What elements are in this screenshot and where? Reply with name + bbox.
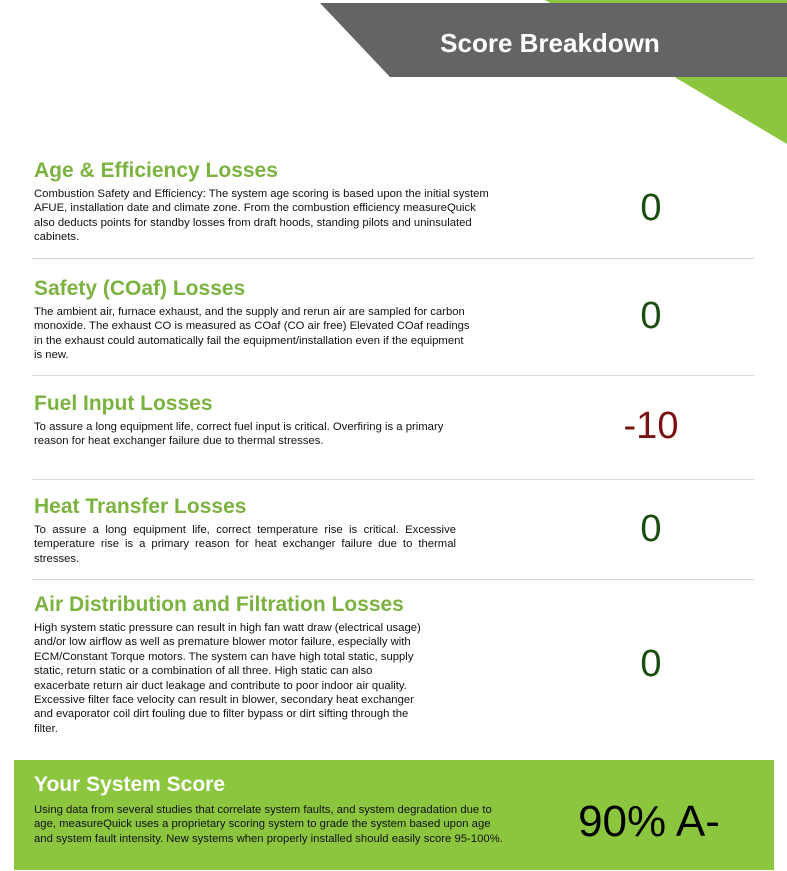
divider <box>32 479 754 480</box>
section-score-air-distribution: 0 <box>640 643 662 685</box>
section-score-age-efficiency: 0 <box>640 187 662 229</box>
section-score-heat-transfer: 0 <box>640 508 662 550</box>
system-score-grade: 90% A- <box>578 797 720 846</box>
section-score-fuel-input: -10 <box>623 405 679 447</box>
section-description: High system static pressure can result in high fan watt draw (electrical usage) and/or low airflow as well as premature blower motor failure, especially with ECM/Constant Torque motors. The system can have high total static, supply static, return static or a combination of all three. High static can also exacerbate return air duct leakage and contribute to poor indoor air quality. Excessive filter face velocity can result in blower, secondary heat exchanger and evaporator coil dirt fouling due to filter bypass or dirt sifting through the filter. <box>34 622 421 735</box>
section-title: Heat Transfer Losses <box>34 495 247 518</box>
system-score-description: Using data from several studies that correlate system faults, and system degradation due to age, measureQuick uses a proprietary scoring system to grade the system based upon age and system fault intensity. New systems when properly installed should easily score 95-100%. <box>34 804 503 845</box>
system-score-panel <box>14 760 774 870</box>
divider <box>32 375 754 376</box>
section-description: To assure a long equipment life, correct temperature rise is critical. Excessive temperature rise is a primary reason for heat exchanger failure due to thermal stresses. <box>34 524 456 565</box>
section-score-safety-coaf: 0 <box>640 295 662 337</box>
section-description: To assure a long equipment life, correct fuel input is critical. Overfiring is a primary reason for heat exchanger failure due to thermal stresses. <box>34 421 444 448</box>
section-title: Fuel Input Losses <box>34 392 213 415</box>
page-title: Score Breakdown <box>440 28 660 58</box>
section-title: Air Distribution and Filtration Losses <box>34 593 404 616</box>
section-description: Combustion Safety and Efficiency: The system age scoring is based upon the initial system AFUE, installation date and climate zone. From the combustion efficiency measureQuick also deducts points for standby losses from draft hoods, standing pilots and uninsulated cabinets. <box>34 188 489 244</box>
section-description: The ambient air, furnace exhaust, and the supply and rerun air are sampled for carbon monoxide. The exhaust CO is measured as COaf (CO air free) Elevated COaf readings in the exhaust could automatically fail the equipment/installation even if the equipment is new. <box>34 306 470 362</box>
section-title: Age & Efficiency Losses <box>34 159 278 182</box>
divider <box>32 258 754 259</box>
system-score-title: Your System Score <box>34 773 226 796</box>
divider <box>32 579 754 580</box>
section-title: Safety (COaf) Losses <box>34 277 246 300</box>
